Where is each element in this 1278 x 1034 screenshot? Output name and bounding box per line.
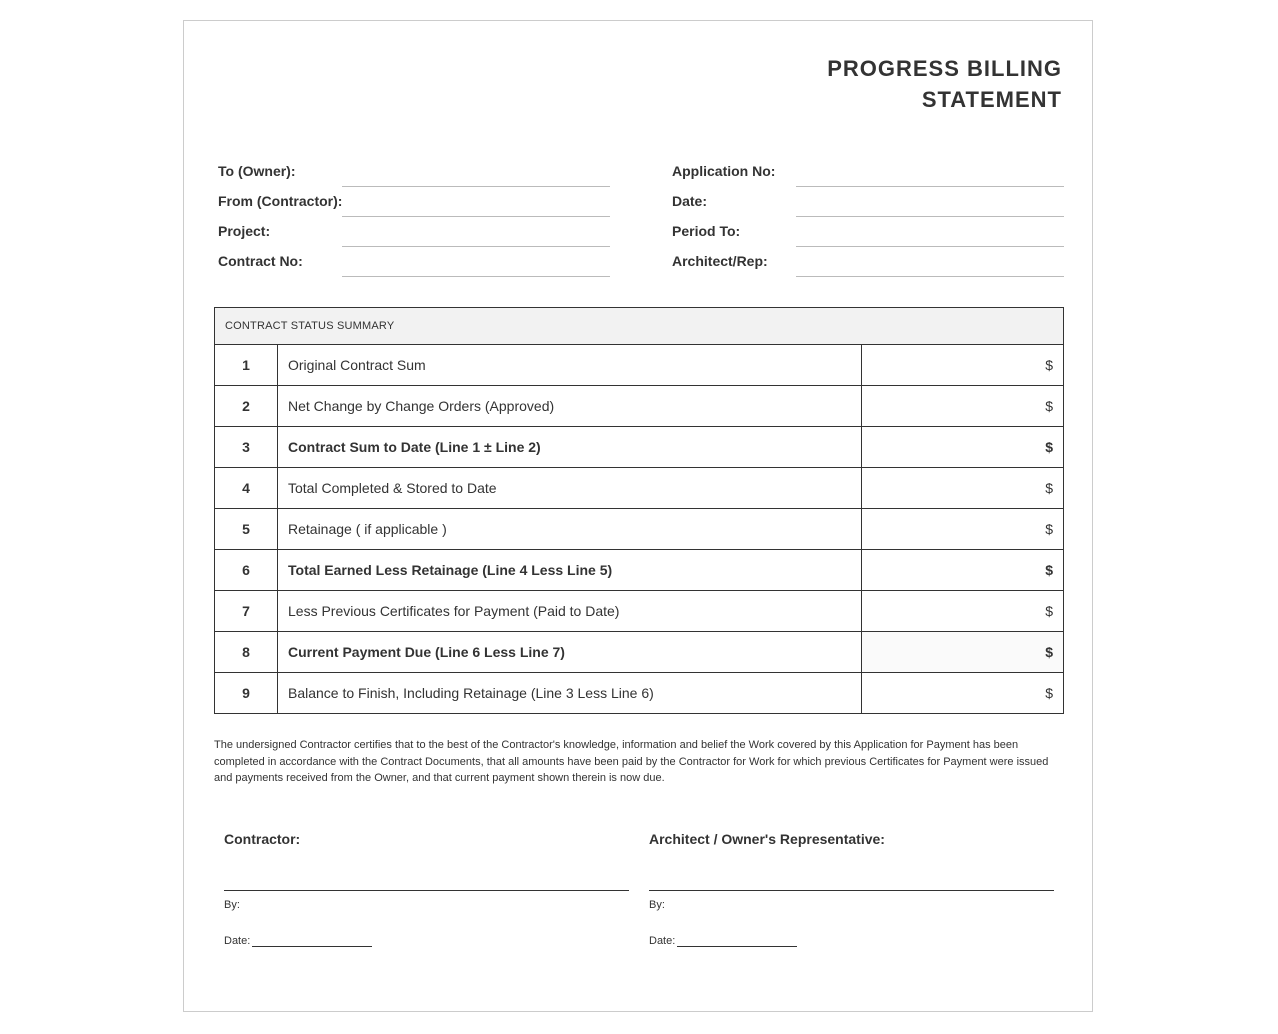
header-fields-left xyxy=(218,157,610,277)
line-number: 9 xyxy=(215,673,278,714)
contractor-date-line[interactable] xyxy=(252,934,372,947)
field-label-from-contractor: From (Contractor): xyxy=(218,193,343,209)
line-amount[interactable]: $ xyxy=(862,427,1064,468)
table-row xyxy=(215,386,1064,427)
line-amount[interactable]: $ xyxy=(862,550,1064,591)
contractor-signature-block xyxy=(224,831,629,947)
table-row xyxy=(215,509,1064,550)
line-number: 3 xyxy=(215,427,278,468)
table-row xyxy=(215,632,1064,673)
architect-signature-label: Architect / Owner's Representative: xyxy=(649,831,885,847)
field-label-application-no: Application No: xyxy=(672,163,776,179)
field-project xyxy=(218,217,610,247)
field-label-architect-rep: Architect/Rep: xyxy=(672,253,768,269)
contractor-signature-line[interactable] xyxy=(224,890,629,891)
billing-statement-page xyxy=(183,20,1093,1012)
field-line-architect-rep[interactable] xyxy=(796,276,1064,277)
line-amount[interactable]: $ xyxy=(862,386,1064,427)
line-number: 5 xyxy=(215,509,278,550)
line-number: 8 xyxy=(215,632,278,673)
title-line-2: STATEMENT xyxy=(921,87,1062,112)
contractor-by-label: By: xyxy=(224,899,240,911)
line-amount[interactable]: $ xyxy=(862,509,1064,550)
architect-date-line[interactable] xyxy=(677,934,797,947)
summary-header: CONTRACT STATUS SUMMARY xyxy=(215,308,1064,345)
table-row xyxy=(215,468,1064,509)
line-amount[interactable]: $ xyxy=(862,673,1064,714)
architect-signature-block xyxy=(649,831,1054,947)
line-description: Less Previous Certificates for Payment (Paid to Date) xyxy=(278,591,862,632)
field-architect-rep xyxy=(672,247,1064,277)
contractor-date-label: Date: xyxy=(224,935,251,947)
line-number: 6 xyxy=(215,550,278,591)
line-description: Current Payment Due (Line 6 Less Line 7) xyxy=(278,632,862,673)
document-title xyxy=(827,53,1062,115)
contractor-signature-label: Contractor: xyxy=(224,831,301,847)
field-label-to-owner: To (Owner): xyxy=(218,163,296,179)
line-description: Contract Sum to Date (Line 1 ± Line 2) xyxy=(278,427,862,468)
line-description: Balance to Finish, Including Retainage (Line 3 Less Line 6) xyxy=(278,673,862,714)
table-row xyxy=(215,345,1064,386)
line-number: 2 xyxy=(215,386,278,427)
field-period-to xyxy=(672,217,1064,247)
line-amount[interactable]: $ xyxy=(862,591,1064,632)
certification-text: The undersigned Contractor certifies that to the best of the Contractor's knowledge, information and belief the Work covered by this Application for Payment has been completed in accordance with the Contract Documents, that all amounts have been paid by the Contractor for Work for which previous Certificates for Payment were issued and payments received from the Owner, and that current payment shown therein is now due. xyxy=(214,739,1049,784)
architect-by-label: By: xyxy=(649,899,665,911)
field-label-contract-no: Contract No: xyxy=(218,253,303,269)
line-description: Total Earned Less Retainage (Line 4 Less Line 5) xyxy=(278,550,862,591)
field-from-contractor xyxy=(218,187,610,217)
line-number: 7 xyxy=(215,591,278,632)
architect-date-label: Date: xyxy=(649,935,676,947)
architect-date-field xyxy=(649,934,797,947)
contract-status-summary-table xyxy=(214,307,1064,714)
line-description: Total Completed & Stored to Date xyxy=(278,468,862,509)
field-date xyxy=(672,187,1064,217)
architect-signature-line[interactable] xyxy=(649,890,1054,891)
line-number: 1 xyxy=(215,345,278,386)
line-description: Original Contract Sum xyxy=(278,345,862,386)
line-number: 4 xyxy=(215,468,278,509)
table-row xyxy=(215,550,1064,591)
field-contract-no xyxy=(218,247,610,277)
line-description: Retainage ( if applicable ) xyxy=(278,509,862,550)
line-amount[interactable]: $ xyxy=(862,632,1064,673)
table-row xyxy=(215,427,1064,468)
line-description: Net Change by Change Orders (Approved) xyxy=(278,386,862,427)
field-line-contract-no[interactable] xyxy=(342,276,610,277)
field-label-period-to: Period To: xyxy=(672,223,741,239)
title-line-1: PROGRESS BILLING xyxy=(827,56,1062,81)
table-row xyxy=(215,591,1064,632)
field-label-date: Date: xyxy=(672,193,708,209)
contractor-date-field xyxy=(224,934,372,947)
line-amount[interactable]: $ xyxy=(862,345,1064,386)
table-row xyxy=(215,673,1064,714)
field-application-no xyxy=(672,157,1064,187)
field-label-project: Project: xyxy=(218,223,271,239)
field-to-owner xyxy=(218,157,610,187)
header-fields-right xyxy=(672,157,1064,277)
line-amount[interactable]: $ xyxy=(862,468,1064,509)
